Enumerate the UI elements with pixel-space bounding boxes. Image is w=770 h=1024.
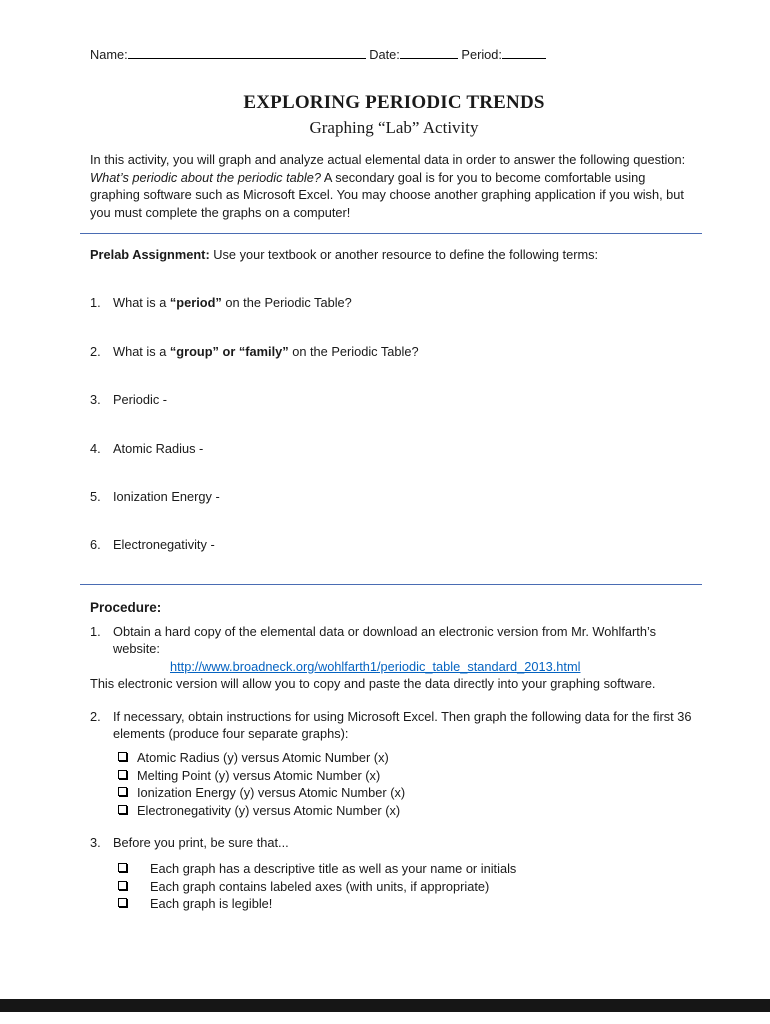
checkbox-icon [118,805,127,814]
period-label: Period: [461,47,502,62]
section-divider-top [80,233,702,234]
checkbox-icon [118,863,127,872]
checkbox-item [118,860,698,877]
prelab-item-5 [90,488,698,505]
prelab-item-2 [90,343,698,360]
prelab-heading-bold: Prelab Assignment: [90,247,210,263]
name-label: Name: [90,47,128,62]
checkbox-item [118,767,698,784]
prelab-item-3 [90,391,698,408]
section-divider-bottom [80,584,702,585]
item-text: What is a “period” on the Periodic Table? [113,295,352,311]
item-text: Atomic Radius - [113,440,204,456]
item-text: What is a “group” or “family” on the Periodic Table? [113,343,419,359]
prelab-item-4 [90,440,698,457]
date-blank [400,47,458,59]
step2-checkbox-list [113,749,698,819]
item-text: Periodic - [113,392,168,408]
date-label: Date: [369,47,400,62]
intro-text-1: In this activity, you will graph and analyze actual elemental data in order to answer the following question: [90,152,686,168]
procedure-step-3 [90,834,698,913]
item-number: 3. [90,392,101,408]
step1-link-line [113,658,698,675]
checkbox-icon [118,752,127,761]
page-subtitle: Graphing “Lab” Activity [309,118,479,138]
checkbox-item [118,784,698,801]
elemental-data-link[interactable]: http://www.broadneck.org/wohlfarth1/periodic_table_standard_2013.html [170,658,581,674]
procedure-heading: Procedure: [90,599,162,615]
step3-checkbox-list [113,860,698,912]
procedure-step-1 [90,623,698,675]
step-number: 1. [90,623,101,639]
procedure-step-2 [90,708,698,819]
period-blank [502,47,546,59]
prelab-heading [90,246,698,263]
intro-paragraph [90,151,698,221]
checkbox-icon [118,770,127,779]
prelab-heading-rest: Use your textbook or another resource to define the following terms: [209,247,599,263]
step-number: 3. [90,834,101,850]
step3-text: Before you print, be sure that... [113,834,289,850]
checkbox-item [118,895,698,912]
item-number: 1. [90,295,101,311]
step-number: 2. [90,708,101,724]
checkbox-icon [118,881,127,890]
step1-after-text: This electronic version will allow you to copy and paste the data directly into your graphing software. [90,676,656,692]
checkbox-item [118,749,698,766]
page-bottom-scan-bar [0,999,770,1012]
item-number: 4. [90,440,101,456]
item-text: Electronegativity - [113,537,215,553]
prelab-item-6 [90,536,698,553]
checkbox-label: Each graph is legible! [150,896,273,912]
item-number: 5. [90,489,101,505]
intro-text-2: A secondary goal is for you to become comfortable using graphing software such as Microsoft Excel. You may choose another graphing application if you wish, but you must complete the graphs on a computer! [90,169,684,220]
checkbox-item [118,878,698,895]
page-title: EXPLORING PERIODIC TRENDS [243,92,545,114]
checkbox-label: Each graph contains labeled axes (with units, if appropriate) [150,878,490,894]
checkbox-label: Electronegativity (y) versus Atomic Number (x) [137,802,401,818]
step2-text: If necessary, obtain instructions for using Microsoft Excel. Then graph the following data for the first 36 elements (produce four separate graphs): [113,708,692,741]
checkbox-label: Melting Point (y) versus Atomic Number (x) [137,767,381,783]
item-number: 6. [90,537,101,553]
checkbox-item [118,802,698,819]
step1-text: Obtain a hard copy of the elemental data or download an electronic version from Mr. Wohlfarth’s website: [113,623,656,657]
name-date-period-line [90,46,698,63]
prelab-item-1 [90,294,698,311]
checkbox-icon [118,898,127,907]
intro-question-italic: What’s periodic about the periodic table? [90,169,321,185]
name-blank [128,47,366,59]
checkbox-label: Each graph has a descriptive title as well as your name or initials [150,861,517,877]
item-text: Ionization Energy - [113,489,220,505]
checkbox-icon [118,787,127,796]
item-number: 2. [90,343,101,359]
checkbox-label: Ionization Energy (y) versus Atomic Number (x) [137,785,406,801]
checkbox-label: Atomic Radius (y) versus Atomic Number (x) [137,750,389,766]
